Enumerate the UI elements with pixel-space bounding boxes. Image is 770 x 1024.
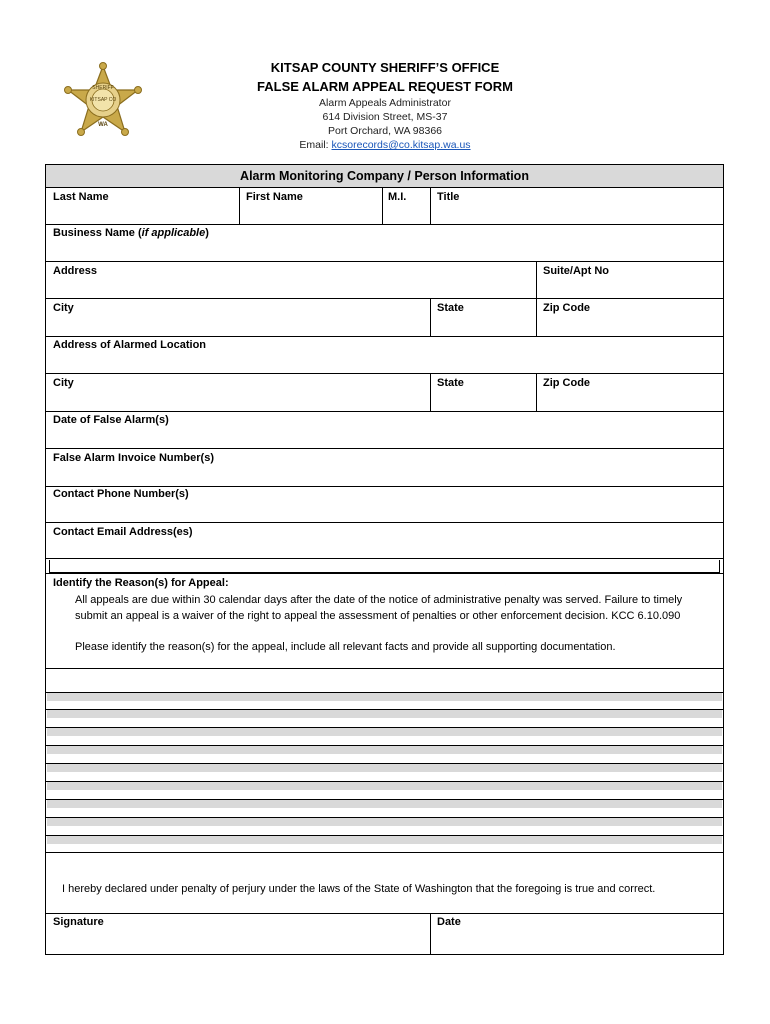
signature-field[interactable] (46, 931, 430, 953)
mi-field[interactable] (383, 205, 430, 224)
badge-text-top: SHERIFF (92, 85, 114, 91)
city-field[interactable] (46, 317, 430, 336)
spacer-row (49, 560, 720, 573)
date-false-alarm-label: Date of False Alarm(s) (53, 414, 169, 426)
last-name-label: Last Name (53, 191, 109, 203)
date-false-alarm-field[interactable] (46, 429, 723, 448)
city-address: Port Orchard, WA 98366 (328, 125, 442, 137)
business-name-field[interactable] (46, 242, 723, 261)
state2-field[interactable] (431, 392, 536, 411)
form-title: FALSE ALARM APPEAL REQUEST FORM (257, 79, 513, 94)
badge-text-mid: KITSAP CO (89, 97, 117, 103)
contact-phone-label: Contact Phone Number(s) (53, 488, 189, 500)
appeal-form (45, 164, 724, 955)
street-address: 614 Division Street, MS-37 (322, 111, 448, 123)
city2-field[interactable] (46, 392, 430, 411)
business-name-label: Business Name (if applicable) (53, 227, 209, 239)
date-label: Date (437, 916, 461, 928)
invoice-numbers-field[interactable] (46, 467, 723, 486)
date-field[interactable] (431, 931, 723, 953)
contact-phone-field[interactable] (46, 503, 723, 522)
alarmed-address-label: Address of Alarmed Location (53, 339, 207, 351)
signature-label: Signature (53, 916, 104, 928)
suite-field[interactable] (537, 279, 723, 298)
title-label: Title (437, 191, 460, 203)
city2-label: City (53, 377, 74, 389)
title-field[interactable] (431, 205, 721, 224)
state-field[interactable] (431, 317, 536, 336)
address-field[interactable] (46, 279, 536, 298)
suite-label: Suite/Apt No (543, 265, 609, 277)
email-label: Email: (299, 139, 332, 151)
city-label: City (53, 302, 74, 314)
address-label: Address (53, 265, 98, 277)
reason-para1-line1: All appeals are due within 30 calendar days after the date of the notice of administrative penalty was served. Failure to timely (75, 594, 683, 606)
reason-para1-line2: submit an appeal is a waiver of the right to appeal the assessment of penalties or other enforcement decision. KCC 6.10.090 (75, 610, 681, 622)
zip-label: Zip Code (543, 302, 591, 314)
zip2-field[interactable] (537, 392, 723, 411)
declaration-text: I hereby declared under penalty of perjury under the laws of the State of Washington that the foregoing is true and correct. (62, 883, 656, 895)
state-label: State (437, 302, 464, 314)
mi-label: M.I. (388, 191, 407, 203)
section-header: Alarm Monitoring Company / Person Information (46, 165, 723, 188)
reason-text-area[interactable] (46, 669, 723, 852)
reason-heading: Identify the Reason(s) for Appeal: (53, 577, 229, 589)
zip-field[interactable] (537, 317, 723, 336)
alarmed-address-field[interactable] (46, 354, 723, 373)
office-title: KITSAP COUNTY SHERIFF’S OFFICE (270, 60, 500, 75)
admin-label: Alarm Appeals Administrator (319, 97, 451, 109)
last-name-field[interactable] (46, 205, 239, 224)
email-link[interactable]: kcsorecords@co.kitsap.wa.us (331, 139, 471, 151)
first-name-label: First Name (246, 191, 303, 203)
badge-text-bottom: WA (98, 122, 108, 128)
email-line (0, 139, 770, 151)
zip2-label: Zip Code (543, 377, 591, 389)
contact-email-field[interactable] (46, 541, 723, 559)
first-name-field[interactable] (240, 205, 382, 224)
invoice-numbers-label: False Alarm Invoice Number(s) (53, 452, 214, 464)
reason-para2: Please identify the reason(s) for the appeal, include all relevant facts and provide all supporting documentation. (75, 641, 616, 653)
state2-label: State (437, 377, 464, 389)
contact-email-label: Contact Email Address(es) (53, 526, 193, 538)
